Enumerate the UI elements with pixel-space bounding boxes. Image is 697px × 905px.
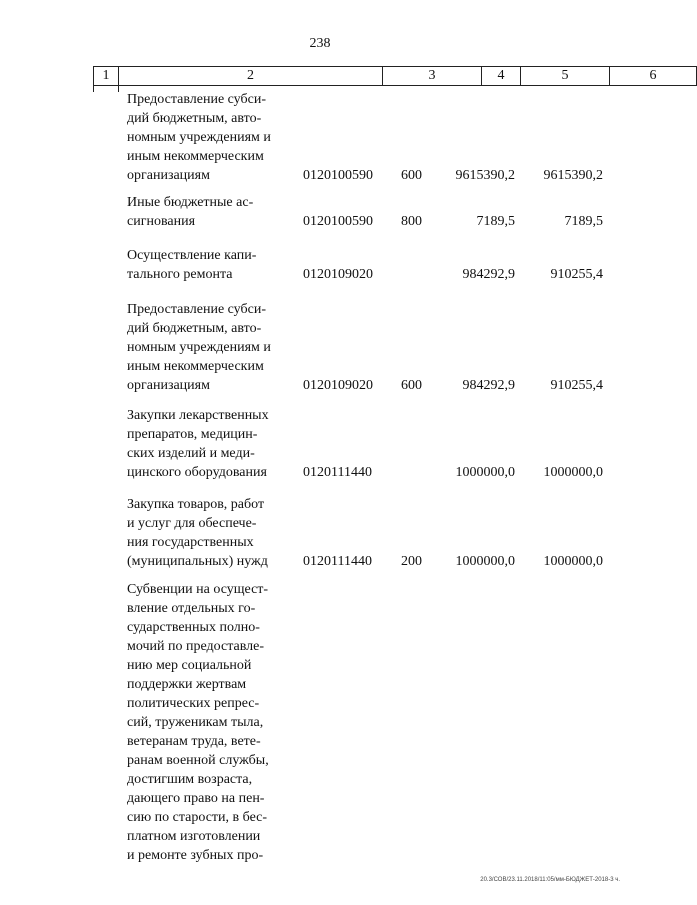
row-code: 0120100590 <box>303 168 373 183</box>
row-description: Закупка товаров, работ и услуг для обеспече- ния государственных (муниципальных) нужд <box>127 497 268 569</box>
header-col-2: 2 <box>118 66 383 86</box>
row-code: 0120100590 <box>303 214 373 229</box>
table-header-row <box>93 66 657 86</box>
table-row <box>0 300 640 395</box>
row-value-col6: 1000000,0 <box>543 465 603 480</box>
row-description: Предоставление субси- дий бюджетным, авто- номным учреждениям и иным некоммерческим организациям <box>127 92 271 183</box>
document-footer: 20.3/СОВ/23.11.2018/11:05/мм-БЮДЖЕТ-2018-3 ч. <box>480 877 620 883</box>
row-value-col5: 9615390,2 <box>455 168 515 183</box>
table-row <box>0 193 640 231</box>
row-type: 200 <box>401 554 422 569</box>
row-code: 0120109020 <box>303 378 373 393</box>
page-number: 238 <box>309 36 331 51</box>
header-col-1: 1 <box>93 66 119 86</box>
table-row <box>0 406 640 482</box>
row-value-col5: 7189,5 <box>476 214 515 229</box>
row-description: Субвенции на осущест- вление отдельных го- сударственных полно- мочий по предоставле- нию мер социальной поддержки жертвам политических репрес- сий, труженикам тыла, ветеранам труда, вете- ранам военной службы, достигшим возраста, дающего право на пен- сию по старости, в бес- платном изготовлении и ремонте зубных про- <box>127 582 269 863</box>
row-value-col6: 7189,5 <box>564 214 603 229</box>
table-row <box>0 495 640 571</box>
header-col-5: 5 <box>520 66 610 86</box>
row-value-col6: 9615390,2 <box>543 168 603 183</box>
row-value-col6: 910255,4 <box>550 378 603 393</box>
table-row <box>0 580 640 865</box>
header-col-3: 3 <box>382 66 482 86</box>
row-value-col6: 910255,4 <box>550 267 603 282</box>
row-code: 0120109020 <box>303 267 373 282</box>
row-value-col5: 1000000,0 <box>455 554 515 569</box>
row-description: Иные бюджетные ас- сигнования <box>127 195 254 229</box>
row-type: 800 <box>401 214 422 229</box>
row-code: 0120111440 <box>303 465 372 480</box>
row-value-col5: 1000000,0 <box>455 465 515 480</box>
row-description: Закупки лекарственных препаратов, медицин- ских изделий и меди- цинского оборудования <box>127 408 269 480</box>
table-row <box>0 90 640 185</box>
row-value-col6: 1000000,0 <box>543 554 603 569</box>
row-value-col5: 984292,9 <box>462 378 515 393</box>
row-type: 600 <box>401 168 422 183</box>
table-row <box>0 246 640 284</box>
header-col-4: 4 <box>481 66 521 86</box>
row-type: 600 <box>401 378 422 393</box>
header-col-6: 6 <box>609 66 697 86</box>
row-value-col5: 984292,9 <box>462 267 515 282</box>
row-description: Осуществление капи- тального ремонта <box>127 248 257 282</box>
row-code: 0120111440 <box>303 554 372 569</box>
row-description: Предоставление субси- дий бюджетным, авто- номным учреждениям и иным некоммерческим организациям <box>127 302 271 393</box>
